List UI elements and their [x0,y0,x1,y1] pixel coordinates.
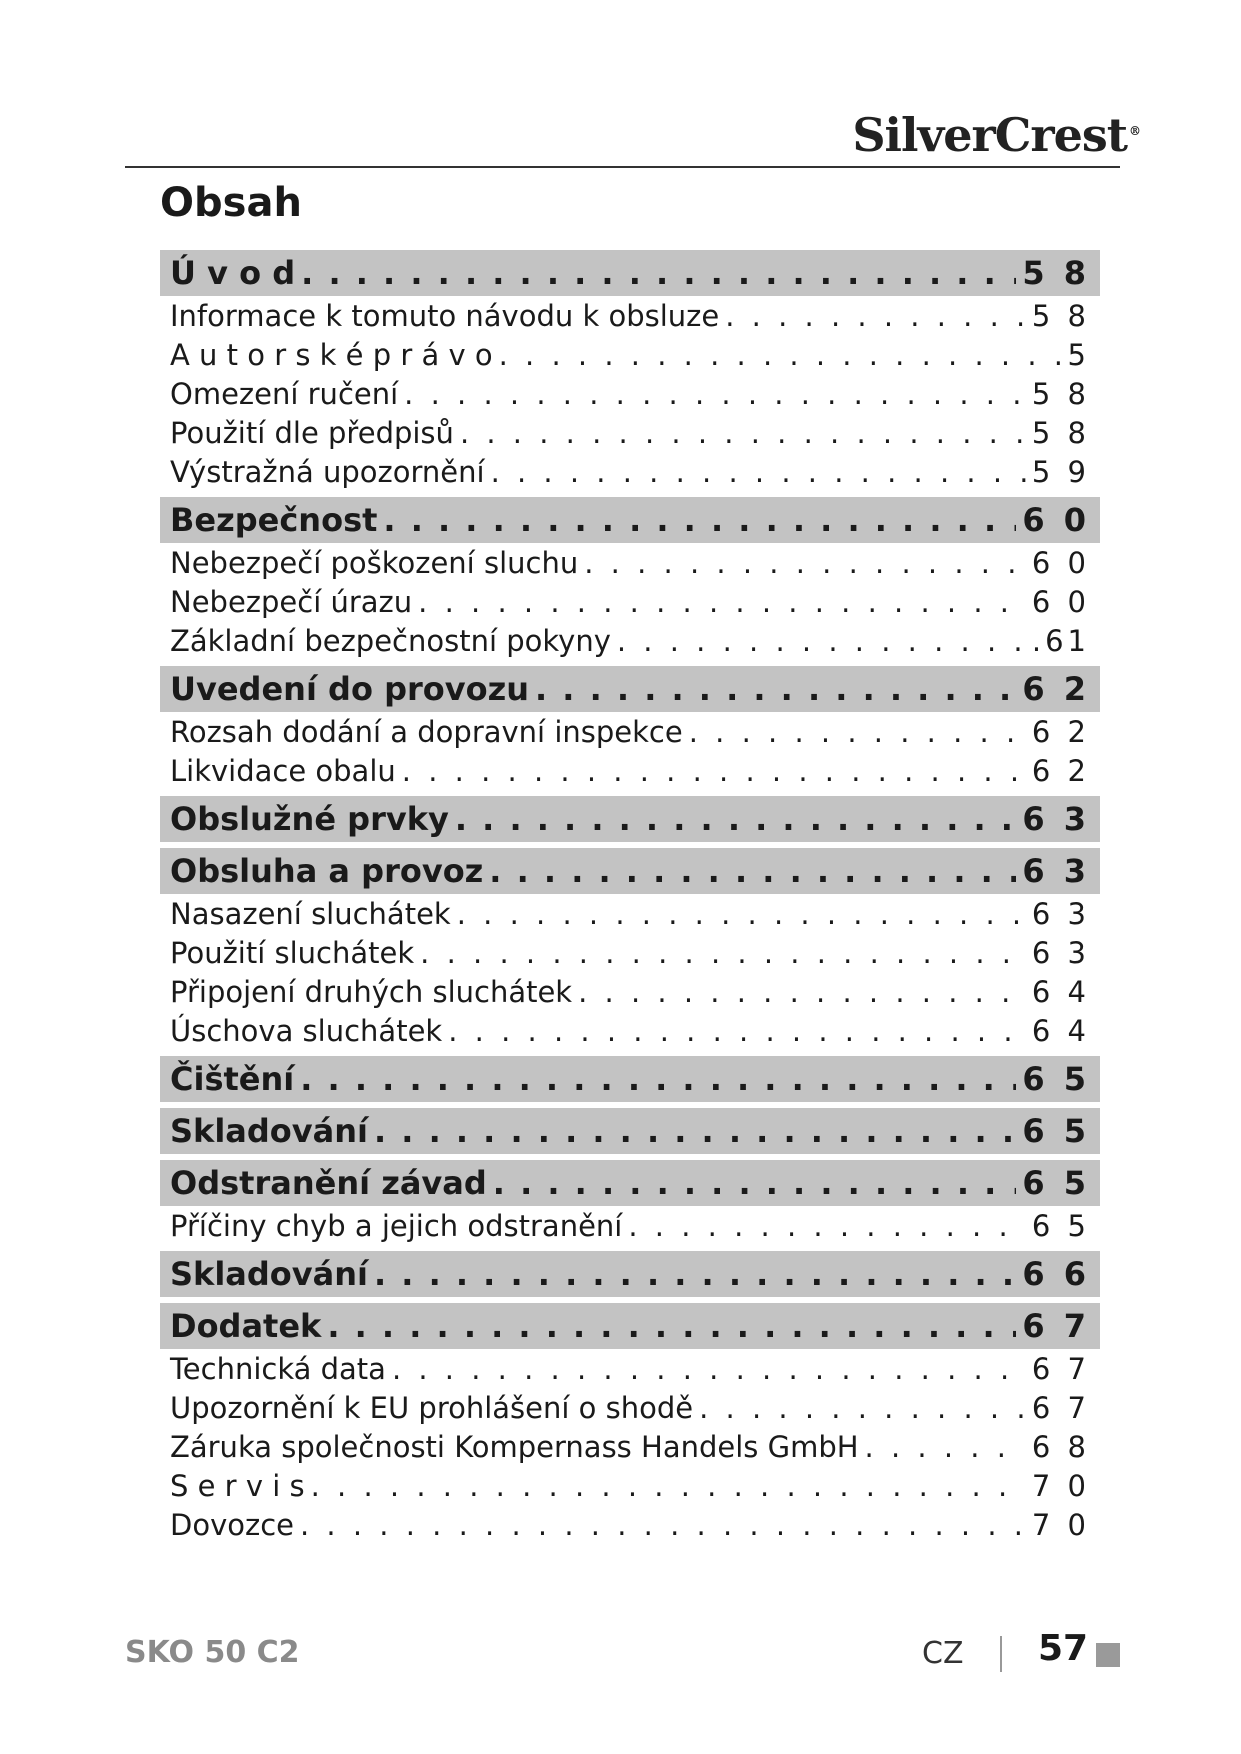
dot-leader [300,1060,1016,1098]
dot-leader [420,936,1026,970]
toc-entry[interactable] [160,374,1100,413]
dot-leader [499,338,1062,372]
toc-page-number: 6 2 [1022,670,1090,708]
toc-page-number: 5 9 [1031,454,1090,489]
toc-label: Záruka společnosti Kompernass Handels GmbH [170,1429,859,1464]
toc-page-number: 6 5 [1022,1112,1090,1150]
toc-page-number: 6 7 [1022,1307,1090,1345]
dot-leader [418,585,1026,619]
dot-leader [628,1209,1026,1243]
toc-label: Uvedení do provozu [170,670,529,708]
toc-section[interactable] [160,1251,1100,1297]
dot-leader [374,1112,1016,1150]
toc-label: A u t o r s k é p r á v o [170,337,493,372]
toc-page-number: 6 0 [1031,584,1090,619]
toc-label: Informace k tomuto návodu k obsluze [170,298,720,333]
toc-section[interactable] [160,1056,1100,1102]
silvercrest-logo [700,108,1140,162]
toc-page-number: 6 0 [1022,501,1090,539]
dot-leader [404,377,1026,411]
dot-leader [578,975,1026,1009]
brand-name: SilverCrest [852,108,1127,162]
toc-page-number: 7 0 [1031,1468,1090,1503]
toc-page-number: 6 3 [1022,852,1090,890]
toc-entry[interactable] [160,972,1100,1011]
toc-entry[interactable] [160,933,1100,972]
toc-label: Likvidace obalu [170,753,396,788]
toc-label: Upozornění k EU prohlášení o shodě [170,1390,694,1425]
model-number: SKO 50 C2 [125,1635,300,1670]
toc-label: Dodatek [170,1307,322,1345]
footer-divider [1000,1636,1002,1672]
toc-entry[interactable] [160,452,1100,491]
toc-page-number: 6 7 [1031,1351,1090,1386]
toc-page-number: 6 3 [1031,935,1090,970]
toc-section[interactable] [160,1303,1100,1349]
toc-entry[interactable] [160,1206,1100,1245]
toc-page-number: 6 8 [1031,1429,1090,1464]
registered-mark: ® [1129,123,1140,138]
toc-label: Základní bezpečnostní pokyny [170,623,611,658]
dot-leader [493,1164,1017,1202]
toc-entry[interactable] [160,413,1100,452]
dot-leader [402,754,1026,788]
toc-section[interactable] [160,1160,1100,1206]
toc-page-number: 5 8 [1031,415,1090,450]
dot-leader [327,1307,1016,1345]
page-number: 57 [1038,1628,1089,1669]
toc-page-number: 6 6 [1022,1255,1090,1293]
toc-label: Technická data [170,1351,386,1386]
toc-page-number: 6 4 [1031,974,1090,1009]
toc-label: Omezení ručení [170,376,399,411]
toc-label: S e r v i s [170,1468,305,1503]
dot-leader [457,897,1026,931]
toc-label: Příčiny chyb a jejich odstranění [170,1208,623,1243]
toc-entry[interactable] [160,296,1100,335]
toc-page-number: 5 8 [1031,376,1090,411]
toc-entry[interactable] [160,1505,1100,1544]
toc-page-number: 6 5 [1022,1164,1090,1202]
toc-page-number: 7 0 [1031,1507,1090,1542]
toc-page-number: .61 [1031,623,1090,658]
dot-leader [689,715,1026,749]
toc-page-number: 6 3 [1022,800,1090,838]
dot-leader [301,254,1016,292]
dot-leader [392,1352,1026,1386]
dot-leader [311,1469,1026,1503]
toc-label: Skladování [170,1112,368,1150]
toc-entry[interactable] [160,751,1100,790]
toc-section[interactable] [160,250,1100,296]
dot-leader [455,800,1016,838]
toc-section[interactable] [160,666,1100,712]
toc-section[interactable] [160,497,1100,543]
toc-entry[interactable] [160,621,1100,660]
square-icon [1096,1643,1120,1667]
toc-entry[interactable] [160,543,1100,582]
toc-label: Použití dle předpisů [170,415,454,450]
dot-leader [448,1014,1026,1048]
dot-leader [491,455,1026,489]
toc-label: Obsluha a provoz [170,852,484,890]
dot-leader [535,670,1016,708]
toc-label: Úschova sluchátek [170,1013,443,1048]
dot-leader [383,501,1016,539]
toc-label: Výstražná upozornění [170,454,485,489]
toc-page-number: 6 5 [1031,1208,1090,1243]
toc-section[interactable] [160,848,1100,894]
toc-entry[interactable] [160,1011,1100,1050]
toc-label: Nasazení sluchátek [170,896,451,931]
toc-label: Nebezpečí úrazu [170,584,413,619]
toc-page-number: 6 0 [1031,545,1090,580]
toc-page-number: 6 7 [1031,1390,1090,1425]
toc-label: Rozsah dodání a dopravní inspekce [170,714,683,749]
header-rule [125,166,1120,168]
dot-leader [617,624,1026,658]
dot-leader [865,1430,1026,1464]
toc-entry[interactable] [160,1427,1100,1466]
dot-leader [374,1255,1016,1293]
toc-section[interactable] [160,1108,1100,1154]
toc-entry[interactable] [160,1466,1100,1505]
dot-leader [725,299,1026,333]
toc-page-number: 6 4 [1031,1013,1090,1048]
dot-leader [300,1508,1026,1542]
toc-label: Nebezpečí poškození sluchu [170,545,579,580]
toc-label: Připojení druhých sluchátek [170,974,573,1009]
toc-page-number: 5 8 [1022,254,1090,292]
toc-page-number: 6 5 [1022,1060,1090,1098]
toc-entry[interactable] [160,1388,1100,1427]
toc-page-number: 6 3 [1031,896,1090,931]
language-code: CZ [922,1636,964,1671]
dot-leader [584,546,1026,580]
toc-page-number: 5 [1067,337,1090,372]
toc-label: Skladování [170,1255,368,1293]
toc-label: Ú v o d [170,254,296,292]
toc-label: Čištění [170,1060,295,1098]
toc-entry[interactable] [160,582,1100,621]
toc-entry[interactable] [160,1349,1100,1388]
toc-label: Bezpečnost [170,501,378,539]
dot-leader [489,852,1016,890]
toc-entry[interactable] [160,335,1100,374]
dot-leader [699,1391,1026,1425]
page-title: Obsah [160,180,302,226]
toc-page-number: 6 2 [1031,714,1090,749]
toc-section[interactable] [160,796,1100,842]
toc-entry[interactable] [160,894,1100,933]
toc-label: Použití sluchátek [170,935,415,970]
table-of-contents [160,250,1100,1544]
toc-page-number: 5 8 [1031,298,1090,333]
toc-label: Obslužné prvky [170,800,449,838]
toc-label: Dovozce [170,1507,294,1542]
toc-page-number: 6 2 [1031,753,1090,788]
toc-entry[interactable] [160,712,1100,751]
dot-leader [460,416,1026,450]
toc-label: Odstranění závad [170,1164,487,1202]
